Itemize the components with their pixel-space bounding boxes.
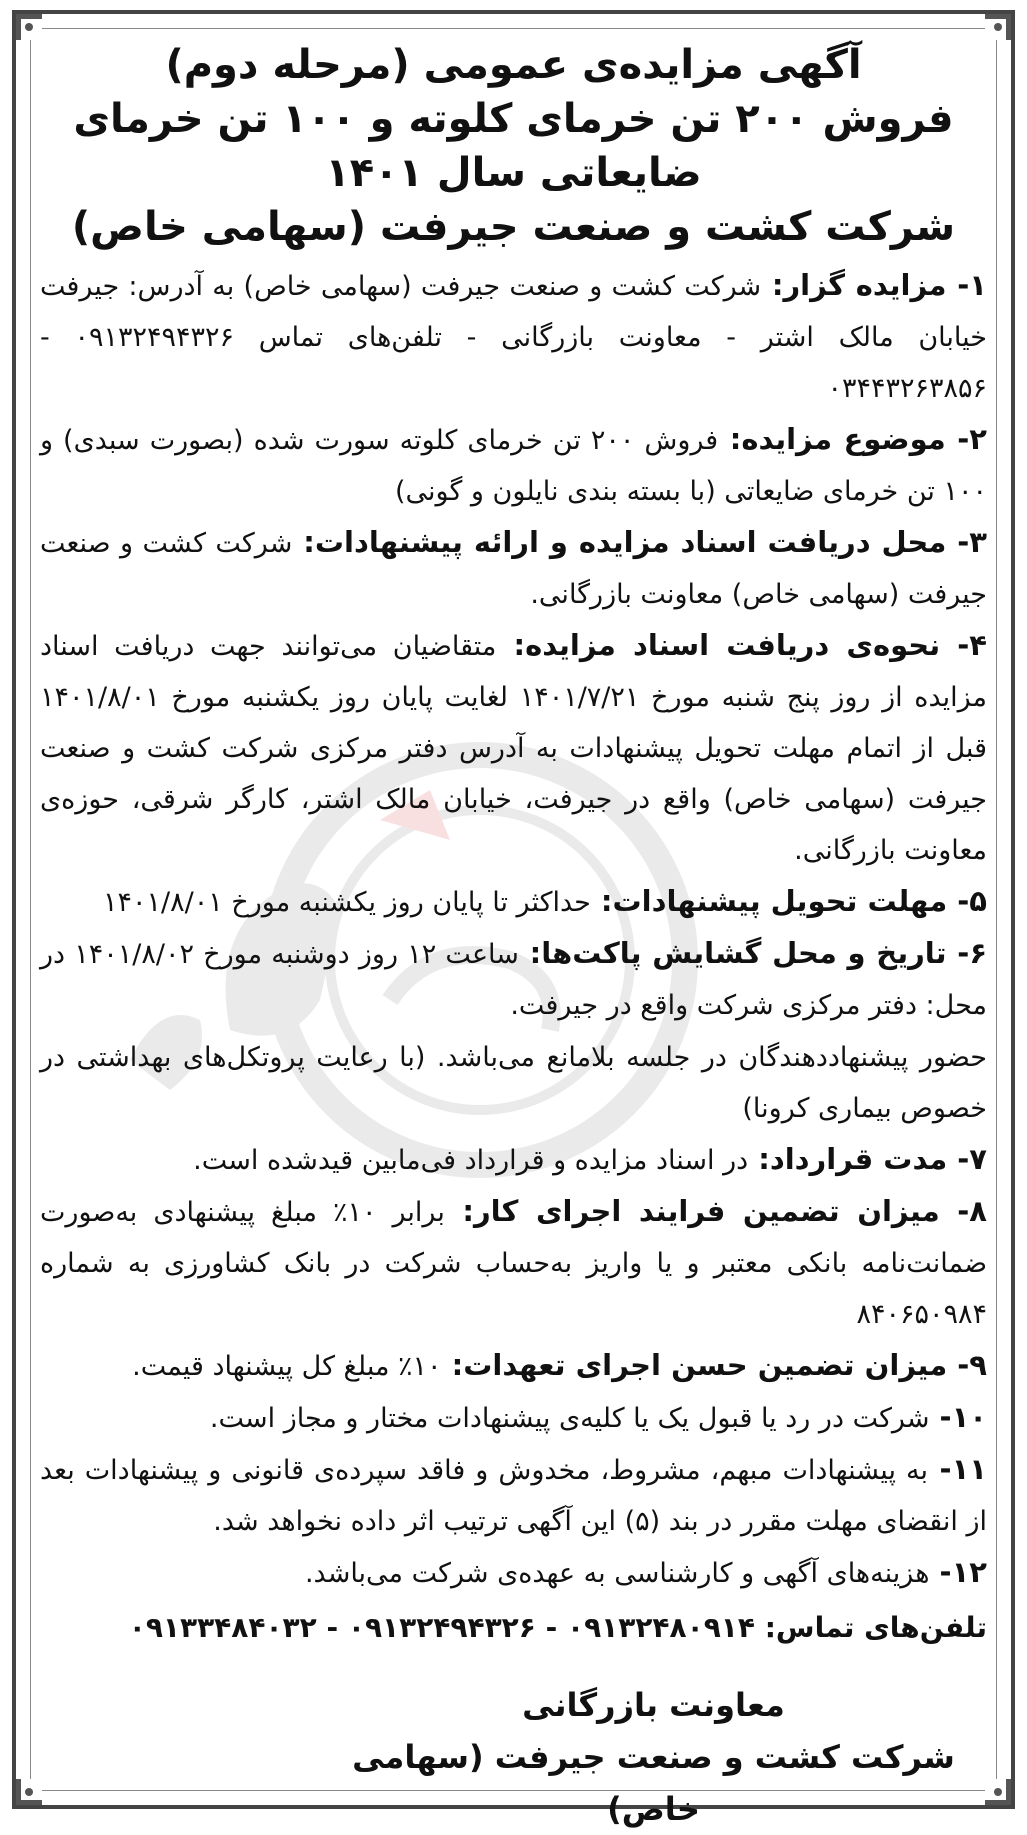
clause-label: میزان تضمین فرایند اجرای کار: <box>444 1194 940 1228</box>
clause-number: ۱۰- <box>929 1400 987 1434</box>
clause-number: ۷- <box>947 1142 987 1176</box>
advertisement-content <box>40 38 987 1835</box>
contact-label: تلفن‌های تماس: <box>754 1611 987 1644</box>
clause-text: به پیشنهادات مبهم، مشروط، مخدوش و فاقد سپرده‌ی قانونی و پیشنهادات بعد از انقضای مهلت مقرر در بند (۵) این آگهی ترتیب اثر داده نخواهد شد. <box>40 1455 987 1537</box>
clause-item <box>40 517 987 620</box>
clause-list <box>40 260 987 1599</box>
clause-number: ۲- <box>945 422 987 456</box>
clause-text: فروش ۲۰۰ تن خرمای کلوته سورت شده (بصورت سبدی) و ۱۰۰ تن خرمای ضایعاتی (با بسته بندی نایلون و گونی) <box>40 425 987 507</box>
corner-ornament-icon <box>985 14 1011 40</box>
clause-number: ۶- <box>946 936 988 970</box>
clause-text: حداکثر تا پایان روز یکشنبه مورخ ۱۴۰۱/۸/۰۱ <box>103 887 591 918</box>
clause-text: شرکت کشت و صنعت جیرفت (سهامی خاص) به آدرس: جیرفت خیابان مالک اشتر - معاونت بازرگانی - تلفن‌های تماس ۰۹۱۳۲۴۹۴۳۲۶ - ۰۳۴۴۳۲۶۳۸۵۶ <box>40 271 987 404</box>
clause-item <box>40 414 987 517</box>
clause-text: هزینه‌های آگهی و کارشناسی به عهده‌ی شرکت می‌باشد. <box>304 1558 930 1589</box>
clause-item <box>40 1186 987 1340</box>
clause-number: ۵- <box>947 884 987 918</box>
signature-company: شرکت کشت و صنعت جیرفت (سهامی خاص) <box>352 1738 955 1828</box>
clause-label: تاریخ و محل گشایش پاکت‌ها: <box>518 936 947 970</box>
contact-phones <box>40 1601 987 1655</box>
clause-number: ۱- <box>946 268 987 302</box>
clause-item <box>40 1031 987 1134</box>
clause-label: مدت قرارداد: <box>748 1142 948 1176</box>
clause-number: ۸- <box>939 1194 987 1228</box>
signature-block <box>320 1679 987 1835</box>
clause-text: شرکت در رد یا قبول یک یا کلیه‌ی پیشنهادات مختار و مجاز است. <box>209 1403 930 1434</box>
clause-item <box>40 260 987 414</box>
clause-text: متقاضیان می‌توانند جهت دریافت اسناد مزایده از روز پنج شنبه مورخ ۱۴۰۱/۷/۲۱ لغایت پایان روز یکشنبه مورخ ۱۴۰۱/۸/۰۱ قبل از اتمام مهلت تحویل پیشنهادات به آدرس دفتر مرکزی شرکت کشت و صنعت جیرفت (سهامی خاص) واقع در جیرفت، خیابان مالک اشتر، کارگر شرقی، حوزه‌ی معاونت بازرگانی. <box>40 631 987 866</box>
ad-title: آگهی مزایده‌ی عمومی (مرحله دوم) <box>165 42 862 88</box>
clause-number: ۴- <box>940 628 987 662</box>
clause-label: مهلت تحویل پیشنهادات: <box>590 884 948 918</box>
signature-department: معاونت بازرگانی <box>522 1686 785 1724</box>
clause-text: ۱۰٪ مبلغ کل پیشنهاد قیمت. <box>132 1351 442 1382</box>
clause-item <box>40 1134 987 1186</box>
company-name-title: شرکت کشت و صنعت جیرفت (سهامی خاص) <box>71 204 956 250</box>
clause-label: موضوع مزایده: <box>718 422 946 456</box>
clause-number: ۱۲- <box>929 1555 987 1589</box>
clause-text: برابر ۱۰٪ مبلغ پیشنهادی به‌صورت ضمانت‌نامه بانکی معتبر و یا واریز به‌حساب شرکت در بانک کشاورزی به شماره ۸۴۰۶۵۰۹۸۴ <box>40 1197 987 1330</box>
clause-label: محل دریافت اسناد مزایده و ارائه پیشنهادات: <box>292 525 947 559</box>
clause-number: ۳- <box>946 525 987 559</box>
clause-text: حضور پیشنهاددهندگان در جلسه بلامانع می‌باشد. (با رعایت پروتکل‌های بهداشتی در خصوص بیماری کرونا) <box>40 1042 987 1124</box>
clause-item <box>40 1392 987 1444</box>
corner-ornament-icon <box>985 1779 1011 1805</box>
ad-subtitle: فروش ۲۰۰ تن خرمای کلوته و ۱۰۰ تن خرمای ضایعاتی سال ۱۴۰۱ <box>73 96 954 196</box>
clause-item <box>40 1547 987 1599</box>
clause-text: شرکت کشت و صنعت جیرفت (سهامی خاص) معاونت بازرگانی. <box>40 528 987 610</box>
clause-label: میزان تضمین حسن اجرای تعهدات: <box>441 1348 948 1382</box>
clause-item <box>40 876 987 928</box>
corner-ornament-icon <box>16 14 42 40</box>
clause-item <box>40 1444 987 1547</box>
clause-item <box>40 620 987 876</box>
clause-label: نحوه‌ی دریافت اسناد مزایده: <box>496 628 941 662</box>
clause-item <box>40 928 987 1031</box>
clause-text: در اسناد مزایده و قرارداد فی‌مابین قیدشده است. <box>193 1145 749 1176</box>
contact-numbers: ۰۹۱۳۲۴۸۰۹۱۴ - ۰۹۱۳۲۴۹۴۳۲۶ - ۰۹۱۳۳۴۸۴۰۳۲ <box>128 1611 755 1644</box>
corner-ornament-icon <box>16 1779 42 1805</box>
clause-text: ساعت ۱۲ روز دوشنبه مورخ ۱۴۰۱/۸/۰۲ در محل: دفتر مرکزی شرکت واقع در جیرفت. <box>40 939 987 1021</box>
clause-number: ۹- <box>947 1348 987 1382</box>
clause-number: ۱۱- <box>928 1452 987 1486</box>
clause-item <box>40 1340 987 1392</box>
clause-label: مزایده گزار: <box>761 268 947 302</box>
